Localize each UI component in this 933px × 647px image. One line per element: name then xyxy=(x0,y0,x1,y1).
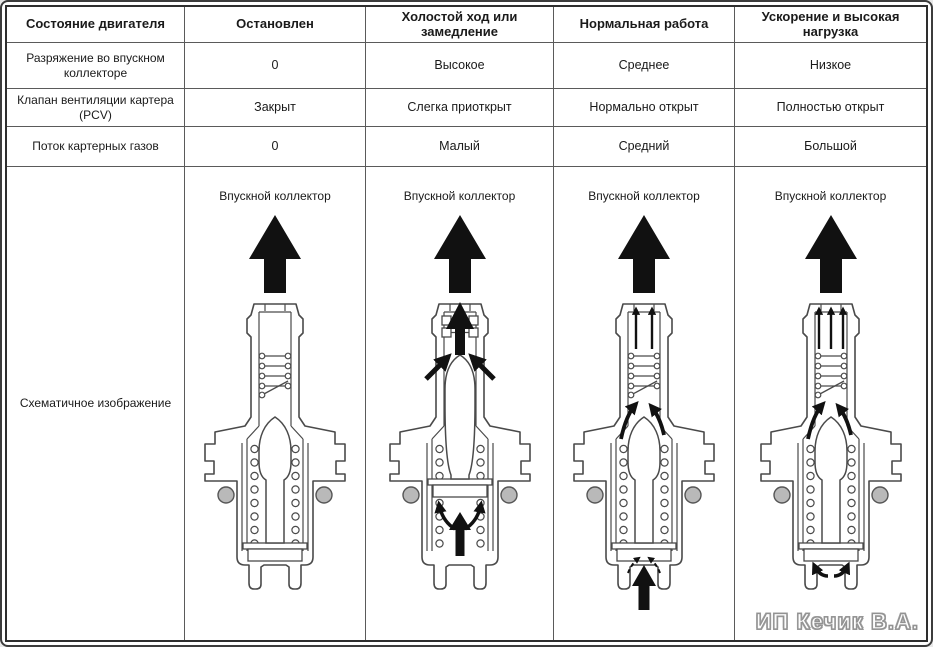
schematic-cell-idle xyxy=(366,167,554,640)
value-cell: Низкое xyxy=(735,43,926,89)
pcv-valve-diagram-acceleration xyxy=(751,299,911,611)
value-cell: Закрыт xyxy=(185,89,366,127)
flow-up-arrow xyxy=(432,215,488,293)
row-label-vacuum: Разряжение во впускном коллекторе xyxy=(7,43,185,89)
value-cell: 0 xyxy=(185,43,366,89)
schematic-cell-acceleration xyxy=(735,167,926,640)
value-cell: Высокое xyxy=(366,43,554,89)
schematic-cell-normal xyxy=(554,167,735,640)
row-label-gas-flow: Поток картерных газов xyxy=(7,127,185,167)
value-cell: Слегка приоткрыт xyxy=(366,89,554,127)
intake-manifold-label: Впускной коллектор xyxy=(774,189,887,203)
flow-up-arrow xyxy=(803,215,859,293)
intake-manifold-label: Впускной коллектор xyxy=(588,189,700,203)
pcv-valve-diagram-normal xyxy=(564,299,724,611)
header-normal: Нормальная работа xyxy=(554,7,735,43)
header-acceleration: Ускорение и высокая нагрузка xyxy=(735,7,926,43)
value-cell: 0 xyxy=(185,127,366,167)
flow-up-arrow xyxy=(616,215,672,293)
header-stopped: Остановлен xyxy=(185,7,366,43)
value-cell: Большой xyxy=(735,127,926,167)
value-cell: Нормально открыт xyxy=(554,89,735,127)
value-cell: Малый xyxy=(366,127,554,167)
pcv-valve-table xyxy=(5,5,928,642)
intake-manifold-label: Впускной коллектор xyxy=(403,189,516,203)
pcv-valve-diagram-idle xyxy=(380,299,540,611)
value-cell: Полностью открыт xyxy=(735,89,926,127)
row-label-pcv-valve: Клапан вентиляции картера (PCV) xyxy=(7,89,185,127)
header-idle: Холостой ход или замедление xyxy=(366,7,554,43)
schematic-row-label: Схематичное изображение xyxy=(7,167,185,640)
value-cell: Среднее xyxy=(554,43,735,89)
intake-manifold-label: Впускной коллектор xyxy=(219,189,331,203)
header-engine-state: Состояние двигателя xyxy=(7,7,185,43)
flow-up-arrow xyxy=(247,215,303,293)
value-cell: Средний xyxy=(554,127,735,167)
watermark: ИП Кечик В.А. xyxy=(755,609,919,634)
schematic-cell-stopped xyxy=(185,167,366,640)
pcv-valve-diagram-stopped xyxy=(195,299,355,611)
